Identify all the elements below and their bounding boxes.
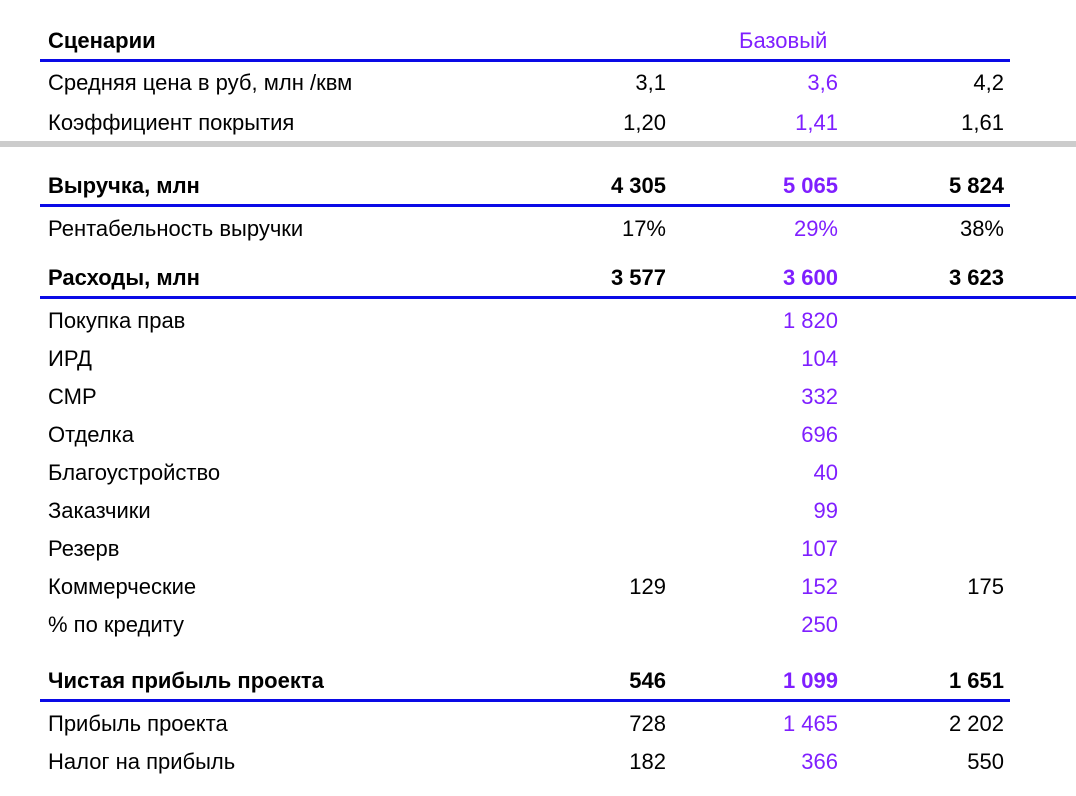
row-label: Рентабельность выручки	[48, 216, 304, 241]
row-label: Налог на прибыль	[48, 749, 236, 774]
row-label: Благоустройство	[48, 460, 221, 485]
table-row	[0, 302, 1076, 340]
table-row	[0, 416, 1076, 454]
row-label: Покупка прав	[48, 308, 186, 333]
row-label: Отделка	[48, 422, 134, 447]
value-low: 3 577	[610, 265, 666, 290]
value-base: 3,6	[807, 70, 838, 95]
value-low: 4 305	[610, 173, 666, 198]
value-high: 38%	[959, 216, 1004, 241]
value-low: 1,20	[623, 110, 666, 135]
value-base: 40	[813, 460, 838, 485]
table-row	[0, 568, 1076, 606]
net-profit-rule	[40, 699, 1010, 702]
value-base: 29%	[793, 216, 838, 241]
row-label: % по кредиту	[48, 612, 184, 637]
value-high: 2 202	[948, 711, 1004, 736]
value-base: 99	[813, 498, 838, 523]
value-high: 175	[967, 574, 1004, 599]
value-base: 250	[801, 612, 838, 637]
section-separator	[0, 141, 1076, 147]
header-rule	[40, 59, 1010, 62]
header-row	[0, 22, 1076, 60]
table-row	[0, 104, 1076, 142]
value-base: 366	[801, 749, 838, 774]
value-base: 332	[801, 384, 838, 409]
row-label: СМР	[48, 384, 97, 409]
value-base: 1,41	[795, 110, 838, 135]
table-row	[0, 454, 1076, 492]
value-low: 17%	[621, 216, 666, 241]
value-base: 3 600	[782, 265, 838, 290]
value-base: 152	[801, 574, 838, 599]
value-high: 3 623	[948, 265, 1004, 290]
value-low: 546	[629, 668, 666, 693]
expenses-row	[0, 259, 1076, 297]
row-label: Заказчики	[48, 498, 151, 523]
value-high: 4,2	[973, 70, 1004, 95]
value-base: 5 065	[782, 173, 838, 198]
table-row	[0, 530, 1076, 568]
scenarios-title: Сценарии	[48, 28, 156, 53]
value-base: 1 099	[782, 668, 838, 693]
scenario-base-label: Базовый	[739, 28, 828, 53]
row-label: Резерв	[48, 536, 120, 561]
value-base: 107	[801, 536, 838, 561]
table-row	[0, 378, 1076, 416]
value-base: 1 465	[782, 711, 838, 736]
value-base: 104	[801, 346, 838, 371]
value-base: 696	[801, 422, 838, 447]
table-row	[0, 743, 1076, 781]
value-low: 3,1	[635, 70, 666, 95]
table-row	[0, 492, 1076, 530]
value-low: 129	[629, 574, 666, 599]
row-label: Средняя цена в руб, млн /квм	[48, 70, 353, 95]
row-label: Расходы, млн	[48, 265, 200, 290]
row-label: Коммерческие	[48, 574, 197, 599]
value-high: 550	[967, 749, 1004, 774]
value-base: 1 820	[782, 308, 838, 333]
value-low: 182	[629, 749, 666, 774]
row-label: ИРД	[48, 346, 92, 371]
table-row	[0, 210, 1076, 248]
row-label: Прибыль проекта	[48, 711, 228, 736]
value-high: 1,61	[961, 110, 1004, 135]
table-row	[0, 64, 1076, 102]
row-label: Чистая прибыль проекта	[48, 668, 324, 693]
revenue-rule	[40, 204, 1010, 207]
table-row	[0, 340, 1076, 378]
row-label: Выручка, млн	[48, 173, 200, 198]
table-row	[0, 606, 1076, 644]
value-high: 1 651	[948, 668, 1004, 693]
table-row	[0, 705, 1076, 743]
value-low: 728	[629, 711, 666, 736]
expenses-rule	[40, 296, 1076, 299]
value-high: 5 824	[948, 173, 1004, 198]
row-label: Коэффициент покрытия	[48, 110, 295, 135]
revenue-row	[0, 167, 1076, 205]
net-profit-row	[0, 662, 1076, 700]
